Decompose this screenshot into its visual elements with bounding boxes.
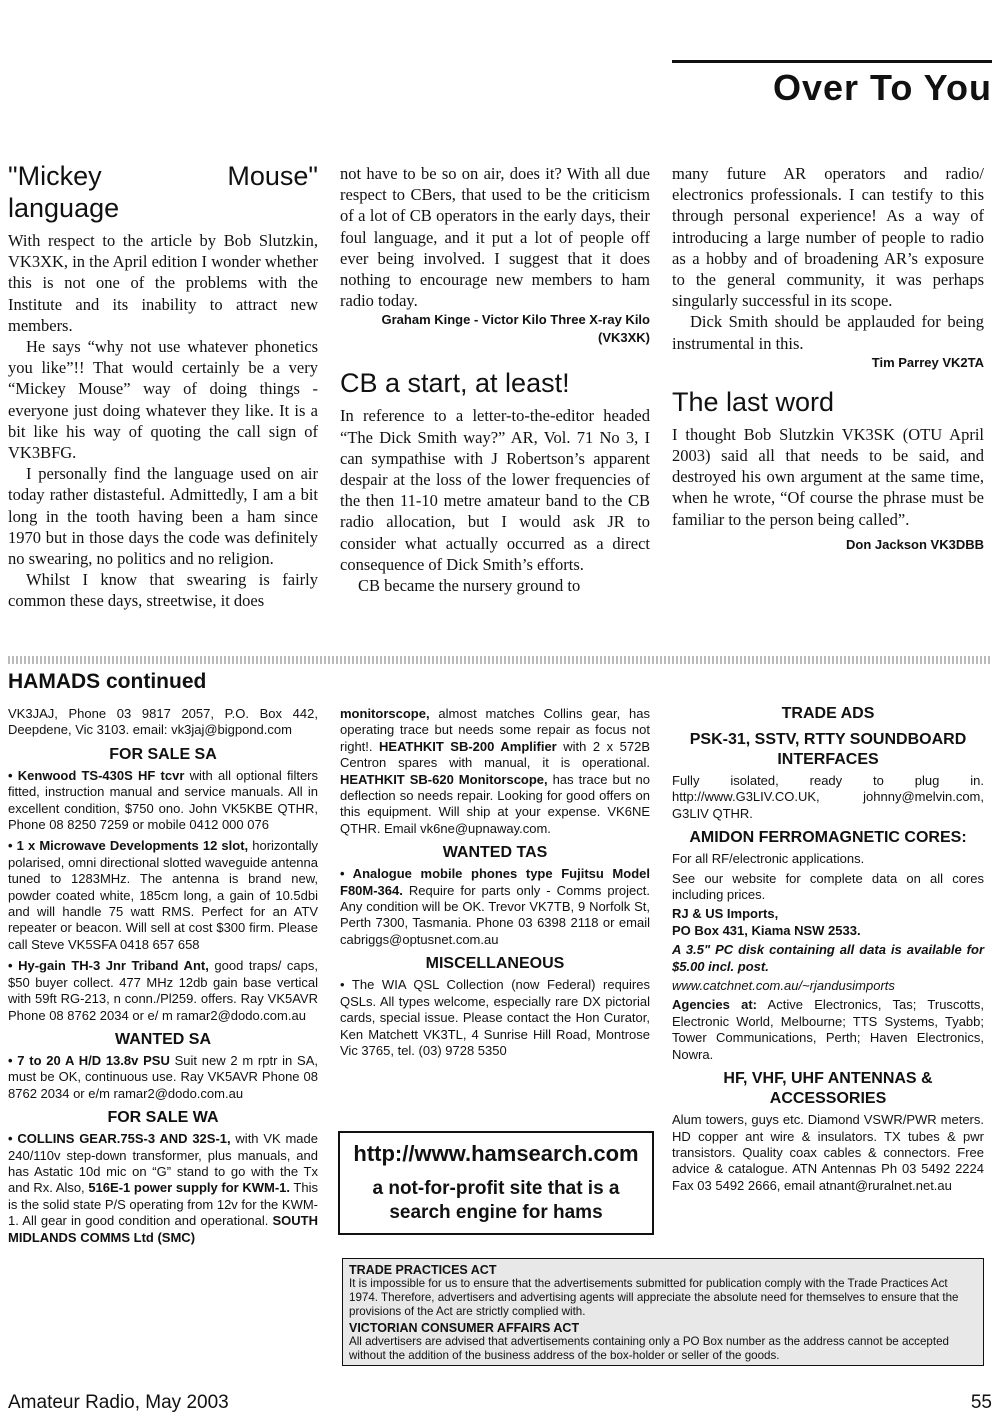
letter-paragraph: I thought Bob Slutzkin VK3SK (OTU April 2003) said all that needs to be said, and destroyed his own argument at the same time, when he wrote, “Of course the phrase must be familiar to the person being called”. — [672, 424, 984, 529]
section-title: Over To You — [772, 67, 992, 108]
notice-text: All advertisers are advised that advertisements containing only a PO Box number as the address cannot be accepted without the addition of the business address of the box-holder or seller of the goods. — [349, 1335, 949, 1362]
letter-paragraph: not have to be so on air, does it? With all due respect to CBers, that used to be the criticism of a lot of CB operators in the early days, their foul language, and it put a lot of people off ever being involved. I suggest that it does nothing to encourage new members to ham radio today. — [340, 164, 650, 311]
letters-column-2 — [340, 163, 650, 596]
hamads-column-1 — [8, 706, 318, 1249]
ad-text: A 3.5" PC disk containing all data is available for $5.00 incl. post. — [672, 942, 984, 974]
ad-item: • Analogue mobile phones type Fujitsu Model F80M-364. Require for parts only - Comms project. Any condition will be OK. Trevor VK7TB, 9 Norfolk St, Perth 7300, Tasmania. Phone 03 6398 2118 or email cabriggs@optusnet.com.au — [340, 866, 650, 947]
notice-text: It is impossible for us to ensure that the advertisements submitted for publication comply with the Trade Practices Act 1974. Therefore, advertisers and advertising agents will appreciate the absolute need for themselves to ensure that the provisions of the Act are strictly complied with. — [349, 1277, 959, 1318]
ad-text: Agencies at: Active Electronics, Tas; Truscotts, Electronic World, Melbourne; TTS Systems, Tyabb; Tower Communications, Perth; Haven Electronics, Nowra. — [672, 997, 984, 1062]
letter-paragraph: I personally find the language used on air today rather distasteful. Admittedly, I am a bit long in the tooth having been a ham since 1970 but in those days the code was definitely no swearing, no politics and no religion. — [8, 464, 318, 569]
ad-text: See our website for complete data on all cores including prices. — [672, 870, 984, 903]
letters-column-3 — [672, 163, 984, 554]
ad-text: Fully isolated, ready to plug in. http://www.G3LIV.CO.UK, johnny@melvin.com, G3LIV QTHR. — [672, 773, 984, 821]
ad-item: monitorscope, almost matches Collins gear, has operating trace but needs some repair as focus not right!. HEATHKIT SB-200 Amplifier with 2 x 572B Centron spares with manual, it is operational. HEATHKIT SB-620 Monitorscope, has trace but no deflection so needs repair. Looking for good offers on this equipment. Will ship at your expense. VK6NE QTHR. Email vk6ne@upnaway.com. — [340, 706, 651, 836]
ad-heading: WANTED TAS — [442, 844, 548, 862]
publication-name: Amateur Radio, May 2003 — [8, 1392, 229, 1413]
ad-heading: WANTED SA — [115, 1030, 211, 1048]
ad-item: • COLLINS GEAR.75S-3 AND 32S-1, with VK made 240/110v step-down transformer, plus manuals, and has Astatic 10d mic on “G” stand to go with the Tx and Rx. Also, 516E-1 power supply for KWM-1. This is the solid state P/S operating from 12v for the KWM-1. All gear in good condition and operational. SOUTH MIDLANDS COMMS Ltd (SMC) — [8, 1131, 318, 1245]
section-header — [672, 60, 992, 109]
ad-item: • The WIA QSL Collection (now Federal) requires QSLs. All types welcome, especially rare DX pictorial cards, special issue. Please contact the Hon Curator, Ken Matchett VK3TL, 4 Sunrise Hill Road, Montrose Vic 3765, tel. (03) 9728 5350 — [340, 977, 650, 1058]
ad-heading: MISCELLANEOUS — [425, 955, 565, 973]
ad-text: VK3JAJ, Phone 03 9817 2057, P.O. Box 442, Deepdene, Vic 3103. email: vk3jaj@bigpond.com — [8, 706, 318, 738]
section-divider — [8, 656, 992, 664]
ad-link[interactable]: www.catchnet.com.au/~rjandusimports — [672, 978, 895, 994]
hamsearch-tagline: a not-for-profit site that is a search engine for hams — [372, 1178, 620, 1223]
letter-paragraph: In reference to a letter-to-the-editor headed “The Dick Smith way?” AR, Vol. 71 No 3, I can sympathise with J Robertson’s apparent despair at the loss of the lower frequencies of the then 11-10 metre amateur band to the CB radio allocation, but I would ask JR to consider what actually occurred as a direct consequence of Dick Smith’s efforts. — [340, 406, 650, 574]
trade-practices-box — [342, 1258, 984, 1366]
letter-signature: Tim Parrey VK2TA — [871, 354, 984, 370]
ad-text: Alum towers, guys etc. Diamond VSWR/PWR meters. HD copper ant wire & insulators. TX tubes & pwr transistors. Quality coax cables & connectors. Free advice & catalogue. ATN Antennas Ph 03 5492 2224 Fax 03 5492 2666, email atnant@ruralnet.net.au — [672, 1112, 984, 1193]
letter-title-last: The last word — [672, 386, 835, 417]
hamads-column-2 — [340, 706, 650, 1062]
ad-heading: AMIDON FERROMAGNETIC CORES: — [689, 829, 967, 847]
ad-heading: HF, VHF, UHF ANTENNAS & ACCESSORIES — [723, 1070, 933, 1108]
hamads-title: HAMADS continued — [8, 670, 207, 693]
ad-heading: PSK-31, SSTV, RTTY SOUNDBOARD INTERFACES — [689, 731, 967, 768]
notice-title: TRADE PRACTICES ACT — [349, 1263, 497, 1277]
letter-paragraph: Whilst I know that swearing is fairly common these days, streetwise, it does — [8, 570, 318, 611]
ad-heading: FOR SALE SA — [109, 745, 217, 763]
hamsearch-link[interactable]: http://www.hamsearch.com — [353, 1141, 639, 1166]
ad-heading: TRADE ADS — [781, 705, 875, 722]
letters-column-1 — [8, 160, 318, 612]
letter-signature: Graham Kinge - Victor Kilo Three X-ray Kilo (VK3XK) — [381, 312, 650, 346]
letter-title-cb: CB a start, at least! — [340, 368, 570, 399]
ad-item: • Hy-gain TH-3 Jnr Triband Ant, good traps/ caps, $50 buyer collect. 477 MHz 12db gain base vertical with 59ft RG-213, n conn./Pl259. offers. Ray VK5AVR Phone 08 8762 2034 or e/ m ramar2@dodo.com.au — [8, 958, 319, 1023]
letter-paragraph: Dick Smith should be applauded for being instrumental in this. — [672, 312, 984, 353]
page-footer — [8, 1392, 992, 1414]
ad-text: For all RF/electronic applications. — [672, 851, 865, 867]
hamsearch-box — [338, 1131, 654, 1235]
page-number: 55 — [970, 1392, 992, 1413]
header-rule — [672, 60, 992, 63]
ad-heading: FOR SALE WA — [107, 1109, 219, 1127]
hamads-column-3 — [672, 704, 984, 1197]
ad-item: • 1 x Microwave Developments 12 slot, horizontally polarised, omni directional slotted waveguide antenna tuned to 1283MHz. The antenna is brand new, powder coated white, 185cm long, a gain of 10.5dbi and will handle 75 watt RMS. Perfect for an ATV repeater or beacon. Will sell at cost $300 firm. Please call Steve VK5SFA 0418 657 658 — [8, 838, 318, 952]
ad-item: • 7 to 20 A H/D 13.8v PSU Suit new 2 m rptr in SA, must be OK, continuous use. Ray VK5AVR Phone 08 8762 2034 or e/m ramar2@dodo.com.au — [8, 1052, 318, 1101]
letter-paragraph: many future AR operators and radio/ electronics professionals. I can testify to this through personal experience! As a way of introducing a large number of people to radio as a hobby and of broadening AR’s exposure to the general community, it was perhaps singularly successful in its scope. — [672, 164, 984, 311]
letter-paragraph: CB became the nursery ground to — [358, 576, 581, 596]
letter-paragraph: He says “why not use whatever phonetics you like”!! That would certainly be a very “Mickey Mouse” way of doing things - everyone just doing whatever they like. It is a bit like his way of quoting the call sign of VK3BFG. — [8, 337, 318, 463]
letter-paragraph: With respect to the article by Bob Slutzkin, VK3XK, in the April edition I wonder whether this is not one of the problems with the Institute and its inability to attract new members. — [8, 231, 318, 335]
notice-title: VICTORIAN CONSUMER AFFAIRS ACT — [349, 1321, 580, 1335]
letter-signature: Don Jackson VK3DBB — [846, 536, 984, 552]
ad-text: RJ & US Imports, PO Box 431, Kiama NSW 2533. — [672, 906, 861, 938]
letter-title-mickey: "Mickey Mouse" language — [8, 161, 318, 223]
ad-item: • Kenwood TS-430S HF tcvr with all optional filters fitted, instruction manual and service manuals. All in excellent condition, $750 ono. John VK5KBE QTHR, Phone 08 8250 7259 or mobile 0412 000 076 — [8, 767, 318, 833]
